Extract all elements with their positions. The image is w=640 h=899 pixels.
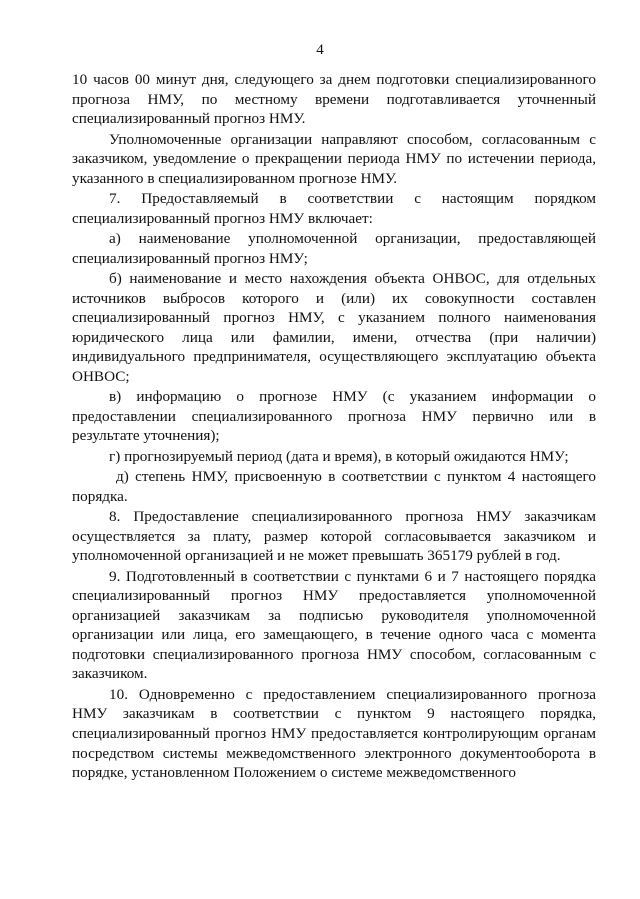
list-item-g: г) прогнозируемый период (дата и время), в который ожидаются НМУ; [109, 447, 569, 465]
list-item-a: а) наименование уполномоченной организации, предоставляющей специализированный прогноз НМУ; [72, 230, 596, 267]
paragraph-item-7: 7. Предоставляемый в соответствии с настоящим порядком специализированный прогноз НМУ включает: [72, 190, 596, 227]
list-item-v: в) информацию о прогнозе НМУ (с указанием информации о предоставлении специализированного прогноза НМУ первично или в результате уточнения); [72, 388, 596, 445]
page-number: 4 [316, 42, 324, 58]
document-body [72, 70, 596, 783]
list-item-d: д) степень НМУ, присвоенную в соответствии с пунктом 4 настоящего порядка. [72, 468, 596, 505]
paragraph-item-10: 10. Одновременно с предоставлением специализированного прогноза НМУ заказчикам в соответствии с пунктом 9 настоящего порядка, специализированный прогноз НМУ предоставляется контролирующим органам посредством системы межведомственного электронного документооборота в порядке, установленном Положением о системе межведомственного [72, 685, 596, 782]
paragraph-notification: Уполномоченные организации направляют способом, согласованным с заказчиком, уведомление о прекращении периода НМУ по истечении периода, указанного в специализированном прогнозе НМУ. [72, 130, 596, 187]
list-item-b: б) наименование и место нахождения объекта ОНВОС, для отдельных источников выбросов которого и (или) их совокупности составлен специализированный прогноз НМУ, с указанием полного наименования юридического лица или фамилии, имени, отчества (при наличии) индивидуального предпринимателя, осуществляющего эксплуатацию объекта ОНВОС; [72, 270, 596, 385]
paragraph-item-9: 9. Подготовленный в соответствии с пунктами 6 и 7 настоящего порядка специализированный прогноз НМУ предоставляется уполномоченной организацией заказчикам за подписью руководителя уполномоченной организации или лица, его замещающего, в течение одного часа с момента подготовки специализированного прогноза НМУ способом, согласованным с заказчиком. [72, 567, 596, 683]
paragraph-continuation: 10 часов 00 минут дня, следующего за днем подготовки специализированного прогноза НМУ, по местному времени подготавливается уточненный специализированный прогноз НМУ. [72, 71, 596, 128]
paragraph-item-8: 8. Предоставление специализированного прогноза НМУ заказчикам осуществляется за плату, размер которой согласовывается заказчиком и уполномоченной организацией и не может превышать 365179 рублей в год. [72, 508, 596, 565]
